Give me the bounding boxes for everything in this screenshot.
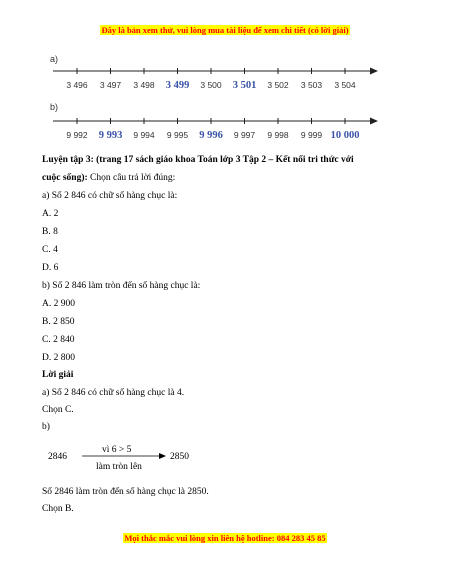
question-b-option: C. 2 840 [42, 335, 75, 345]
number-line-b-tick-label: 9 995 [166, 130, 189, 140]
solution-b-choice: Chọn B. [42, 504, 74, 514]
number-line-a-arrow [370, 68, 378, 75]
number-line-a-tick-label: 3 496 [66, 80, 88, 90]
exercise-heading-bold: Luyện tập 3: (trang 17 sách giáo khoa Toán lớp 3 Tập 2 – Kết nối tri thức với [42, 155, 354, 165]
number-line-b-label: b) [50, 102, 59, 112]
exercise-heading-rest: Chọn câu trả lời đúng: [87, 173, 176, 183]
exercise-heading-line2 [42, 172, 175, 184]
question-b-option: D. 2 800 [42, 353, 75, 363]
number-line-a-tick-label: 3 497 [99, 80, 122, 90]
number-line-a-tick-label: 3 503 [300, 80, 323, 90]
top-preview-banner [0, 25, 450, 35]
question-a-option: A. 2 [42, 209, 59, 219]
solution-title: Lời giải [42, 370, 74, 380]
diagram-below-text: làm tròn lên [96, 462, 142, 472]
top-banner-text: Đây là bản xem thử, vui lòng mua tài liệu để xem chi tiết (có lời giải) [101, 25, 349, 35]
exercise-heading [42, 154, 354, 166]
solution-b-line: Số 2846 làm tròn đến số hàng chục là 2850. [42, 487, 209, 497]
number-line-b-tick-label: 9 998 [267, 130, 289, 140]
number-line-b-tick-label: 9 992 [66, 130, 88, 140]
solution-a-choice: Chọn C. [42, 405, 74, 415]
question-b-option: A. 2 900 [42, 299, 75, 309]
number-line-b-tick-label: 9 994 [133, 130, 155, 140]
number-line-b-answer-label: 9 993 [98, 130, 123, 141]
number-line-b-arrow [370, 118, 378, 125]
question-a-option: D. 6 [42, 263, 59, 273]
question-a-option: B. 8 [42, 227, 58, 237]
number-line-a-tick-label: 3 500 [200, 80, 222, 90]
number-line-b-answer-label: 10 000 [330, 130, 360, 141]
exercise-heading-bold-2: cuộc sống): [42, 173, 88, 183]
number-line-a-answer-label: 3 499 [165, 80, 190, 91]
number-line-b-tick-label: 9 999 [300, 130, 323, 140]
number-line-b-answer-label: 9 996 [199, 130, 223, 141]
number-line-a-tick-label: 3 498 [133, 80, 155, 90]
number-line-a [45, 52, 390, 100]
bottom-hotline-banner [0, 533, 450, 543]
number-line-b [45, 100, 390, 148]
question-b: b) Số 2 846 làm tròn đến số hàng chục là: [42, 281, 201, 291]
number-line-a-label: a) [50, 54, 59, 64]
question-a-option: C. 4 [42, 245, 58, 255]
solution-a-line: a) Số 2 846 có chữ số hàng chục là 4. [42, 388, 185, 398]
number-line-a-tick-label: 3 502 [267, 80, 289, 90]
solution-b-label: b) [42, 422, 50, 432]
diagram-above-text: vì 6 > 5 [102, 445, 132, 455]
bottom-banner-text: Mọi thắc mắc vui lòng xin liên hệ hotline: 084 283 45 85 [124, 533, 326, 543]
diagram-arrow-head [159, 453, 166, 459]
diagram-from-number: 2846 [48, 452, 67, 462]
question-b-option: B. 2 850 [42, 317, 75, 327]
number-line-b-tick-label: 9 997 [233, 130, 256, 140]
question-a: a) Số 2 846 có chữ số hàng chục là: [42, 191, 178, 201]
number-line-a-tick-label: 3 504 [334, 80, 356, 90]
diagram-to-number: 2850 [170, 452, 189, 462]
number-line-a-answer-label: 3 501 [232, 80, 257, 91]
rounding-diagram [42, 440, 222, 474]
